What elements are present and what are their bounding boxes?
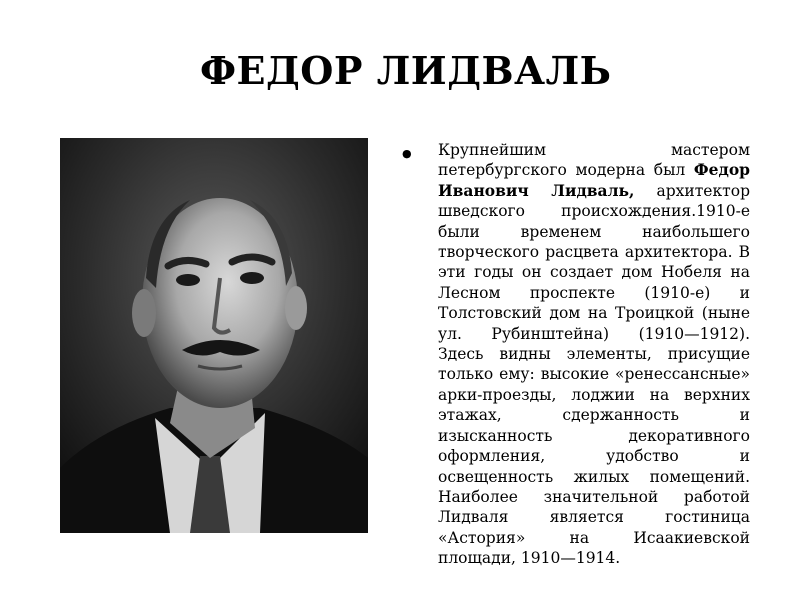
architect-name: Федор Иванович Лидваль,: [438, 160, 750, 200]
paragraph-intro: Крупнейшим мастером петербургского модерна был: [438, 141, 750, 180]
portrait-illustration: [60, 138, 368, 533]
bullet-marker: ●: [402, 147, 412, 160]
portrait-photo: [60, 138, 368, 533]
paragraph-body: архитектор шведского происхождения.1910-е были временем наибольшего творческого расцвета архитектора. В эти годы он создает дом Нобеля на Лесном проспекте (1910-е) и Толстовский дом на Троицкой (ныне ул. Рубинштейна) (1910—1912). Здесь видны элементы, присущие только ему: высокие «ренессансные» арки-проезды, лоджии на верхних этажах, сдержанность и изысканность декоративного оформления, удобство и освещенность жилых помещений. Наиболее значительной работой Лидваля является гостиница «Астория» на Исаакиевской площади, 1910—1914.: [438, 181, 750, 568]
slide-title: ФЕДОР ЛИДВАЛЬ: [200, 48, 612, 93]
biography-paragraph: [438, 140, 750, 569]
